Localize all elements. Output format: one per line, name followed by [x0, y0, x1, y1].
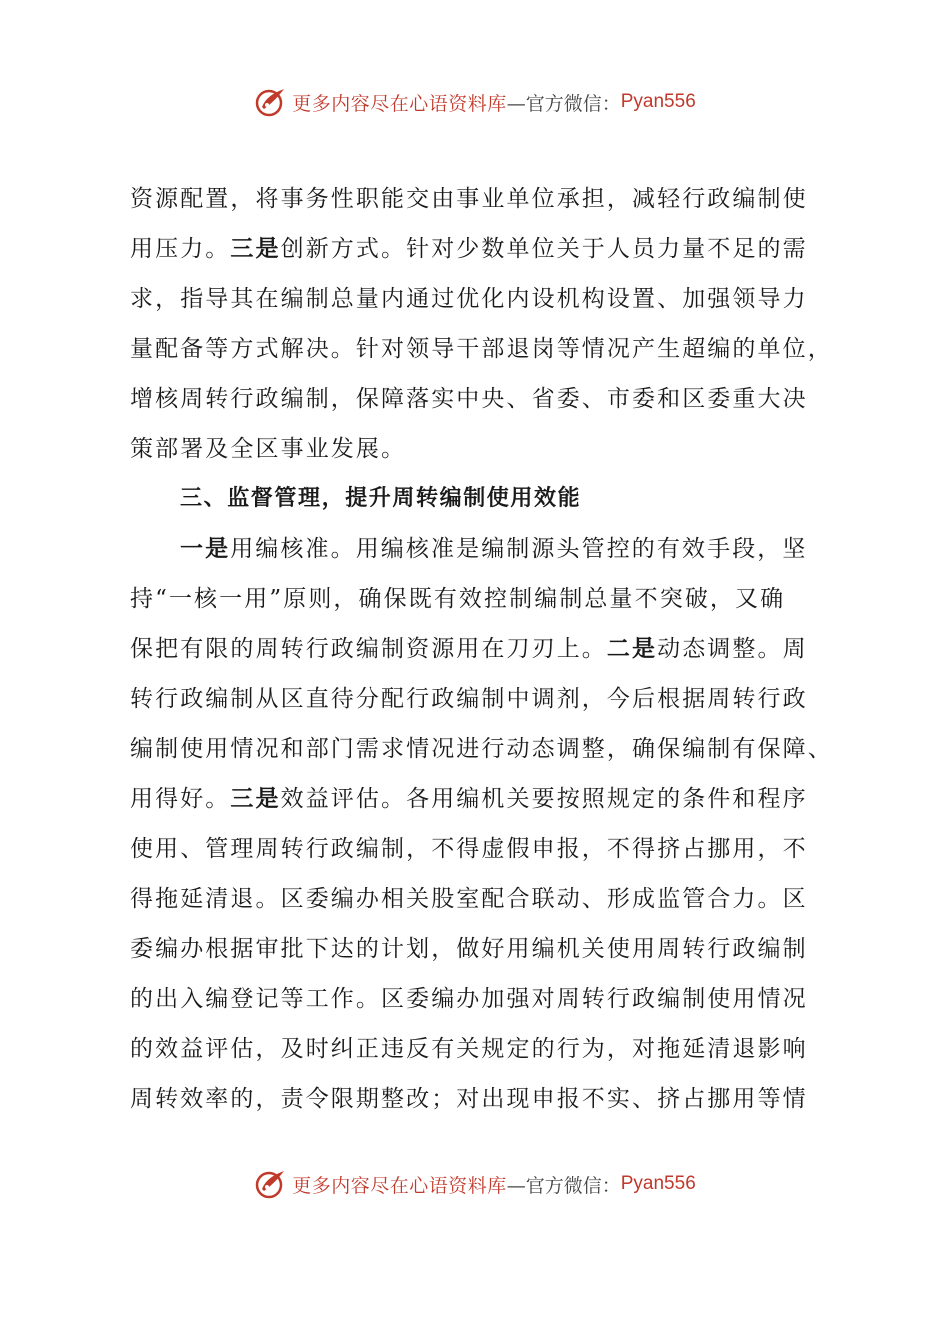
text-segment: 持“一核一用”原则，确保既有效控制编制总量不突破，又确: [130, 586, 786, 612]
banner-wechat-id: Pyan556: [620, 91, 696, 112]
text-segment: 保把有限的周转行政编制资源用在刀刃上。: [130, 636, 607, 662]
text-segment: 增核周转行政编制，保障落实中央、省委、市委和区委重大决: [130, 386, 808, 412]
text-line: [130, 224, 830, 274]
text-line: [130, 574, 830, 624]
text-line: [130, 674, 830, 724]
text-segment: 量配备等方式解决。针对领导干部退岗等情况产生超编的单位，: [130, 336, 833, 362]
text-segment: 三、监督管理，提升周转编制使用效能: [180, 486, 582, 511]
text-line: [130, 624, 830, 674]
bold-text: 三是: [230, 786, 281, 812]
text-segment: 转行政编制从区直待分配行政编制中调剂，今后根据周转行政: [130, 686, 808, 712]
text-segment: 动态调整。周: [657, 636, 808, 662]
text-segment: 的出入编登记等工作。区委编办加强对周转行政编制使用情况: [130, 986, 808, 1012]
header-banner: [0, 82, 950, 122]
banner-label: —官方微信：: [506, 92, 621, 115]
text-line: [130, 274, 830, 324]
banner-title: 更多内容尽在心语资料库: [292, 92, 507, 115]
text-segment: 用编核准。用编核准是编制源头管控的有效手段，坚: [230, 536, 808, 562]
section-heading: [130, 474, 830, 524]
text-line: [130, 1074, 830, 1124]
banner-title: 更多内容尽在心语资料库: [292, 1174, 507, 1197]
text-line: [130, 874, 830, 924]
text-line: [130, 374, 830, 424]
text-segment: 得拖延清退。区委编办相关股室配合联动、形成监管合力。区: [130, 886, 808, 912]
banner-label: —官方微信：: [506, 1174, 621, 1197]
text-line: [130, 174, 830, 224]
bold-text: 二是: [606, 636, 658, 662]
text-segment: 编制使用情况和部门需求情况进行动态调整，确保编制有保障、: [130, 736, 833, 762]
bold-text: 一是: [180, 536, 231, 562]
bold-text: 三是: [230, 236, 281, 262]
text-line: [130, 1024, 830, 1074]
text-segment: 创新方式。针对少数单位关于人员力量不足的需: [280, 236, 808, 262]
text-line: [130, 424, 830, 474]
document-body: [130, 174, 833, 1124]
text-line: [130, 774, 830, 824]
text-segment: 用得好。: [130, 786, 231, 812]
text-line: [130, 724, 833, 774]
text-segment: 委编办根据审批下达的计划，做好用编机关使用周转行政编制: [130, 936, 808, 962]
text-line: [130, 924, 830, 974]
text-segment: 策部署及全区事业发展。: [130, 436, 407, 462]
text-line: [130, 524, 830, 574]
footer-banner: [0, 1164, 950, 1204]
pen-logo-icon: [254, 85, 288, 119]
text-line: [130, 824, 830, 874]
text-line: [130, 324, 833, 374]
text-segment: 使用、管理周转行政编制，不得虚假申报，不得挤占挪用，不: [130, 836, 808, 862]
text-segment: 用压力。: [130, 236, 231, 262]
pen-logo-icon: [254, 1167, 288, 1201]
text-segment: 资源配置，将事务性职能交由事业单位承担，减轻行政编制使: [130, 186, 808, 212]
text-segment: 周转效率的，责令限期整改；对出现申报不实、挤占挪用等情: [130, 1086, 808, 1112]
text-segment: 的效益评估，及时纠正违反有关规定的行为，对拖延清退影响: [130, 1036, 808, 1062]
text-segment: 求，指导其在编制总量内通过优化内设机构设置、加强领导力: [130, 286, 808, 312]
text-segment: 效益评估。各用编机关要按照规定的条件和程序: [280, 786, 808, 812]
banner-wechat-id: Pyan556: [620, 1173, 696, 1194]
text-line: [130, 974, 830, 1024]
